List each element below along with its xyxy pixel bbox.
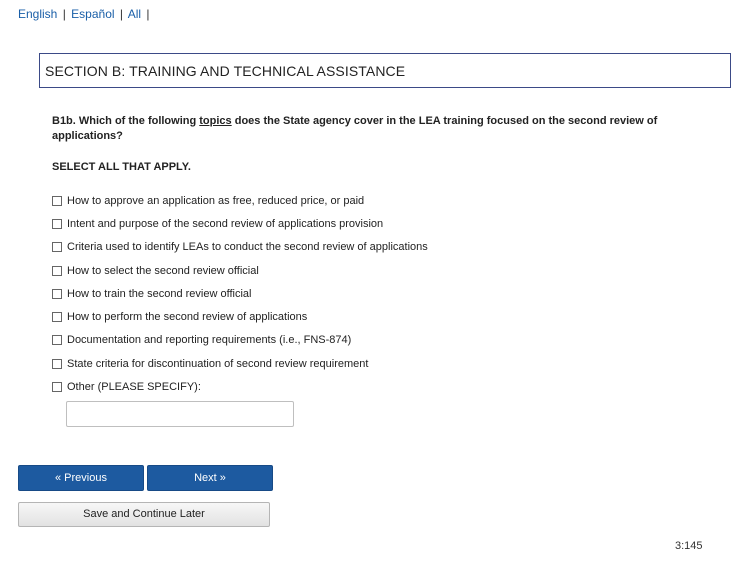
option-label: How to train the second review official bbox=[67, 288, 252, 300]
checkbox[interactable] bbox=[52, 219, 62, 229]
checkbox[interactable] bbox=[52, 242, 62, 252]
section-title: SECTION B: TRAINING AND TECHNICAL ASSISTANCE bbox=[45, 63, 406, 79]
section-header bbox=[39, 53, 731, 88]
separator: | bbox=[62, 7, 66, 21]
option-label: How to approve an application as free, reduced price, or paid bbox=[67, 195, 365, 207]
checkbox[interactable] bbox=[52, 359, 62, 369]
language-bar bbox=[18, 7, 152, 21]
language-espanol-link[interactable]: Español bbox=[71, 7, 115, 21]
instruction-text: SELECT ALL THAT APPLY. bbox=[52, 161, 191, 173]
option-label: State criteria for discontinuation of second review requirement bbox=[67, 358, 369, 370]
other-specify-input[interactable] bbox=[66, 401, 294, 427]
save-continue-later-button[interactable]: Save and Continue Later bbox=[18, 502, 270, 527]
question-suffix: does the State agency cover in the LEA training focused on the second review of applications? bbox=[52, 115, 658, 142]
option-row-other[interactable] bbox=[52, 380, 201, 394]
separator: | bbox=[146, 7, 150, 21]
question-prefix: B1b. Which of the following bbox=[52, 115, 200, 127]
checkbox[interactable] bbox=[52, 335, 62, 345]
option-row[interactable] bbox=[52, 310, 307, 324]
question-text bbox=[52, 114, 692, 144]
option-label: Criteria used to identify LEAs to conduct the second review of applications bbox=[67, 241, 428, 253]
option-label: Documentation and reporting requirements (i.e., FNS-874) bbox=[67, 334, 352, 346]
option-row[interactable] bbox=[52, 264, 259, 278]
checkbox[interactable] bbox=[52, 266, 62, 276]
option-row[interactable] bbox=[52, 357, 368, 371]
previous-button[interactable]: « Previous bbox=[18, 465, 144, 491]
question-underlined-term: topics bbox=[199, 115, 232, 127]
page-code: 3:145 bbox=[675, 540, 703, 552]
option-label: Intent and purpose of the second review of applications provision bbox=[67, 218, 384, 230]
option-row[interactable] bbox=[52, 333, 351, 347]
option-row[interactable] bbox=[52, 217, 383, 231]
checkbox[interactable] bbox=[52, 289, 62, 299]
next-button[interactable]: Next » bbox=[147, 465, 273, 491]
language-english-link[interactable]: English bbox=[18, 7, 58, 21]
option-label: How to select the second review official bbox=[67, 265, 259, 277]
language-all-link[interactable]: All bbox=[127, 7, 142, 21]
separator: | bbox=[119, 7, 124, 21]
checkbox[interactable] bbox=[52, 196, 62, 206]
option-row[interactable] bbox=[52, 194, 364, 208]
option-row[interactable] bbox=[52, 240, 428, 254]
option-label: How to perform the second review of applications bbox=[67, 311, 308, 323]
option-label: Other (PLEASE SPECIFY): bbox=[67, 381, 201, 393]
checkbox[interactable] bbox=[52, 312, 62, 322]
option-row[interactable] bbox=[52, 287, 251, 301]
checkbox[interactable] bbox=[52, 382, 62, 392]
